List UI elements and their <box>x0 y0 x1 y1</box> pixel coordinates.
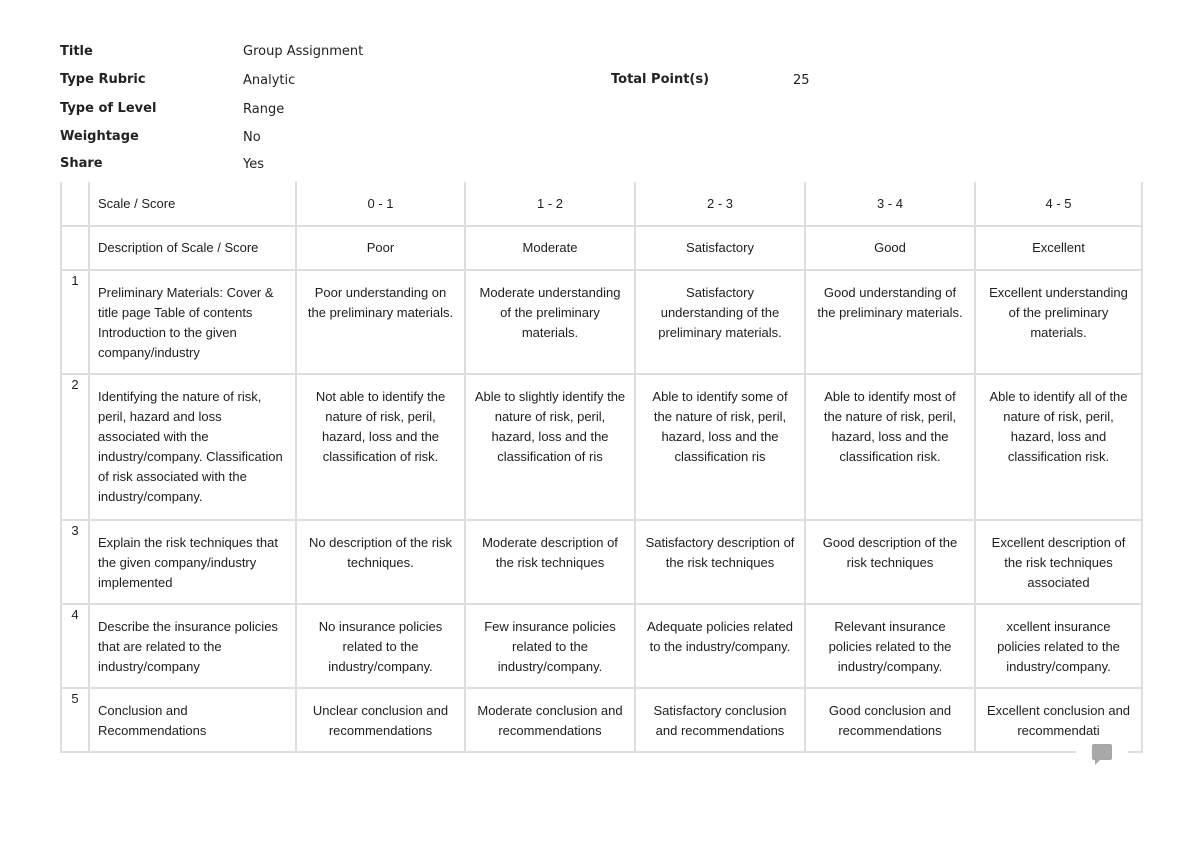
level-description: Unclear conclusion and recommendations <box>296 688 465 752</box>
total-points-value: 25 <box>793 73 810 88</box>
level-description: Moderate conclusion and recommendations <box>465 688 635 752</box>
comment-icon[interactable] <box>1092 744 1112 760</box>
share-label: Share <box>60 156 103 171</box>
level-description: No description of the risk techniques. <box>296 520 465 604</box>
criterion-text: Explain the risk techniques that the given company/industry implemented <box>89 520 296 604</box>
level-description: Moderate description of the risk techniques <box>465 520 635 604</box>
level-description: Few insurance policies related to the industry/company. <box>465 604 635 688</box>
criterion-text: Conclusion and Recommendations <box>89 688 296 752</box>
share-value: Yes <box>243 157 264 172</box>
level-name-cell: Poor <box>296 226 465 270</box>
scale-header-label: Scale / Score <box>89 182 296 226</box>
level-description: Poor understanding on the preliminary materials. <box>296 270 465 374</box>
level-description: Able to identify most of the nature of risk, peril, hazard, loss and the classification risk. <box>805 374 975 520</box>
level-description: Satisfactory understanding of the preliminary materials. <box>635 270 805 374</box>
criterion-number: 5 <box>61 688 89 752</box>
criterion-text: Identifying the nature of risk, peril, hazard and loss associated with the industry/company. Classification of risk associated with the industry/company. <box>89 374 296 520</box>
level-description: Good conclusion and recommendations <box>805 688 975 752</box>
criterion-number: 1 <box>61 270 89 374</box>
title-value: Group Assignment <box>243 44 364 59</box>
criterion-row <box>61 688 1142 752</box>
level-description: Excellent description of the risk techniques associated <box>975 520 1142 604</box>
level-description: Relevant insurance policies related to the industry/company. <box>805 604 975 688</box>
type-level-label: Type of Level <box>60 101 157 116</box>
level-description: Satisfactory conclusion and recommendations <box>635 688 805 752</box>
scale-cell: 3 - 4 <box>805 182 975 226</box>
type-rubric-value: Analytic <box>243 73 296 88</box>
scale-cell: 2 - 3 <box>635 182 805 226</box>
level-description: xcellent insurance policies related to the industry/company. <box>975 604 1142 688</box>
level-name-cell: Excellent <box>975 226 1142 270</box>
level-description: Good understanding of the preliminary materials. <box>805 270 975 374</box>
type-level-value: Range <box>243 102 285 117</box>
title-label: Title <box>60 44 93 59</box>
rubric-table <box>60 182 1143 753</box>
criterion-row <box>61 270 1142 374</box>
level-description: Able to identify all of the nature of risk, peril, hazard, loss and classification risk. <box>975 374 1142 520</box>
criterion-row <box>61 374 1142 520</box>
criterion-number: 2 <box>61 374 89 520</box>
level-description: Excellent understanding of the preliminary materials. <box>975 270 1142 374</box>
level-name-cell: Moderate <box>465 226 635 270</box>
header-number-cell <box>61 182 89 226</box>
scale-cell: 1 - 2 <box>465 182 635 226</box>
scale-cell: 0 - 1 <box>296 182 465 226</box>
criterion-row <box>61 604 1142 688</box>
level-description: Excellent conclusion and recommendati <box>975 688 1142 752</box>
criterion-number: 3 <box>61 520 89 604</box>
level-description: Good description of the risk techniques <box>805 520 975 604</box>
total-points-label: Total Point(s) <box>611 72 710 87</box>
level-description: No insurance policies related to the industry/company. <box>296 604 465 688</box>
header-number-cell <box>61 226 89 270</box>
level-description: Able to identify some of the nature of risk, peril, hazard, loss and the classification ris <box>635 374 805 520</box>
weightage-value: No <box>243 130 261 145</box>
level-name-cell: Good <box>805 226 975 270</box>
scale-header-row <box>61 182 1142 226</box>
level-description: Not able to identify the nature of risk, peril, hazard, loss and the classification of risk. <box>296 374 465 520</box>
description-header-row <box>61 226 1142 270</box>
level-description: Satisfactory description of the risk techniques <box>635 520 805 604</box>
description-header-label: Description of Scale / Score <box>89 226 296 270</box>
criterion-number: 4 <box>61 604 89 688</box>
type-rubric-label: Type Rubric <box>60 72 146 87</box>
level-description: Adequate policies related to the industry/company. <box>635 604 805 688</box>
scale-cell: 4 - 5 <box>975 182 1142 226</box>
criterion-row <box>61 520 1142 604</box>
criterion-text: Preliminary Materials: Cover & title page Table of contents Introduction to the given company/industry <box>89 270 296 374</box>
weightage-label: Weightage <box>60 129 139 144</box>
level-name-cell: Satisfactory <box>635 226 805 270</box>
floating-comment-button[interactable] <box>1076 738 1128 768</box>
level-description: Able to slightly identify the nature of risk, peril, hazard, loss and the classification of ris <box>465 374 635 520</box>
criterion-text: Describe the insurance policies that are related to the industry/company <box>89 604 296 688</box>
level-description: Moderate understanding of the preliminary materials. <box>465 270 635 374</box>
